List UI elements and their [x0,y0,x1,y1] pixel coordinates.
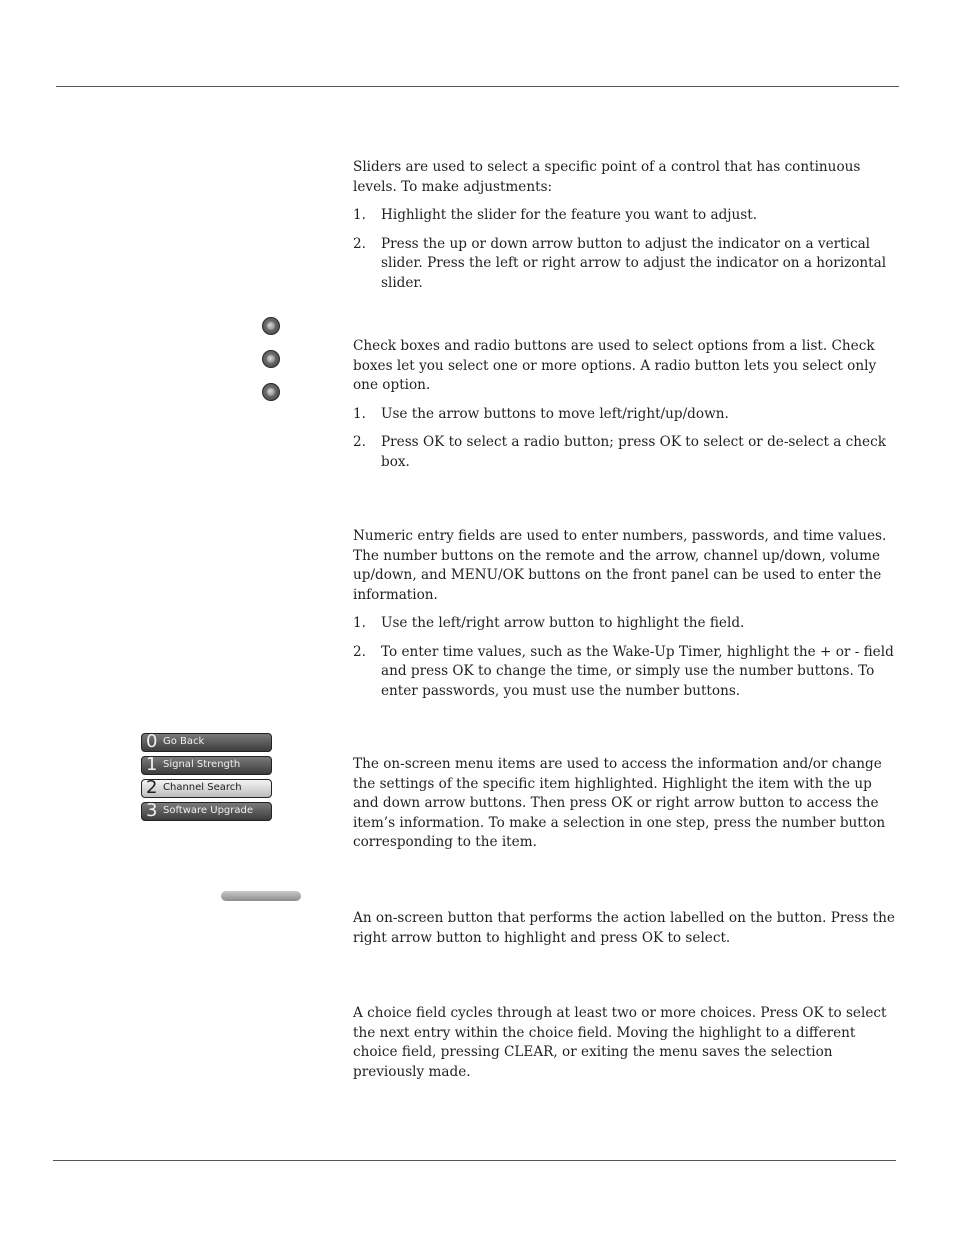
bottom-rule [53,1160,896,1161]
radio-button-icon [262,350,280,368]
step-text: To enter time values, such as the Wake-Up Timer, highlight the + or - field and press OK to change the time, or simply use the number buttons. To enter passwords, you must use the number buttons. [381,643,894,699]
step-number: 1. [353,405,366,422]
sliders-steps [353,206,898,293]
top-rule [56,86,899,87]
choice-section [353,1004,898,1091]
sliders-intro: Sliders are used to select a specific point of a control that has continuous levels. To make adjustments: [353,159,861,195]
sliders-step [353,235,898,294]
menu-item-go-back [141,733,272,752]
menu-item-channel-search [141,779,272,798]
numeric-steps [353,614,898,701]
radio-button-icon [262,317,280,335]
numeric-step [353,643,898,702]
menu-item-number: 1 [146,754,158,775]
checkboxes-intro: Check boxes and radio buttons are used to select options from a list. Check boxes let you select one or more options. A radio button lets you select only one option. [353,338,877,393]
choice-text: A choice field cycles through at least two or more choices. Press OK to select the next entry within the choice field. Moving the highlight to a different choice field, pressing CLEAR, or exiting the menu saves the selection previously made. [353,1005,887,1080]
menu-item-label: Software Upgrade [163,805,254,816]
checkboxes-steps [353,405,898,473]
button-text: An on-screen button that performs the action labelled on the button. Press the right arrow button to highlight and press OK to select. [353,910,895,946]
step-text: Press OK to select a radio button; press OK to select or de-select a check box. [381,434,886,470]
step-number: 2. [353,434,366,450]
step-number: 1. [353,207,366,223]
menu-item-number: 2 [146,777,158,798]
numeric-intro: Numeric entry fields are used to enter numbers, passwords, and time values. The number buttons on the remote and the arrow, channel up/down, volume up/down, and MENU/OK buttons on the front panel can be used to enter the information. [353,528,887,603]
step-text: Use the left/right arrow button to highlight the field. [381,615,745,631]
step-number: 2. [353,643,366,660]
step-text: Press the up or down arrow button to adjust the indicator on a vertical slider. Press the left or right arrow to adjust the indicator on a horizontal slider. [381,235,887,291]
menu-item-signal-strength [141,756,272,775]
menu-item-label: Signal Strength [163,759,241,770]
sliders-step [353,206,898,226]
checkboxes-step [353,405,898,425]
menu-item-label: Channel Search [163,782,242,793]
step-number: 2. [353,235,366,252]
step-text: Use the arrow buttons to move left/right/up/down. [381,405,729,422]
step-number: 1. [353,615,366,631]
step-text: Highlight the slider for the feature you want to adjust. [381,207,758,223]
menu-item-label: Go Back [163,736,205,747]
radio-button-icon [262,383,280,401]
menu-item-number: 3 [146,800,158,821]
onscreen-button-example [221,891,301,901]
button-section [353,909,898,957]
sliders-section [353,158,898,302]
menu-items-text: The on-screen menu items are used to access the information and/or change the settings of the specific item highlighted. Highlight the item with the up and down arrow buttons. Then press OK or right arrow button to access the item’s information. To make a selection in one step, press the number button corresponding to the item. [353,756,886,850]
checkboxes-section [353,337,898,481]
menu-item-number: 0 [146,731,158,752]
menu-item-software-upgrade [141,802,272,821]
menu-items-section [353,755,898,862]
checkboxes-step [353,433,898,472]
numeric-step [353,614,898,634]
numeric-section [353,527,898,710]
